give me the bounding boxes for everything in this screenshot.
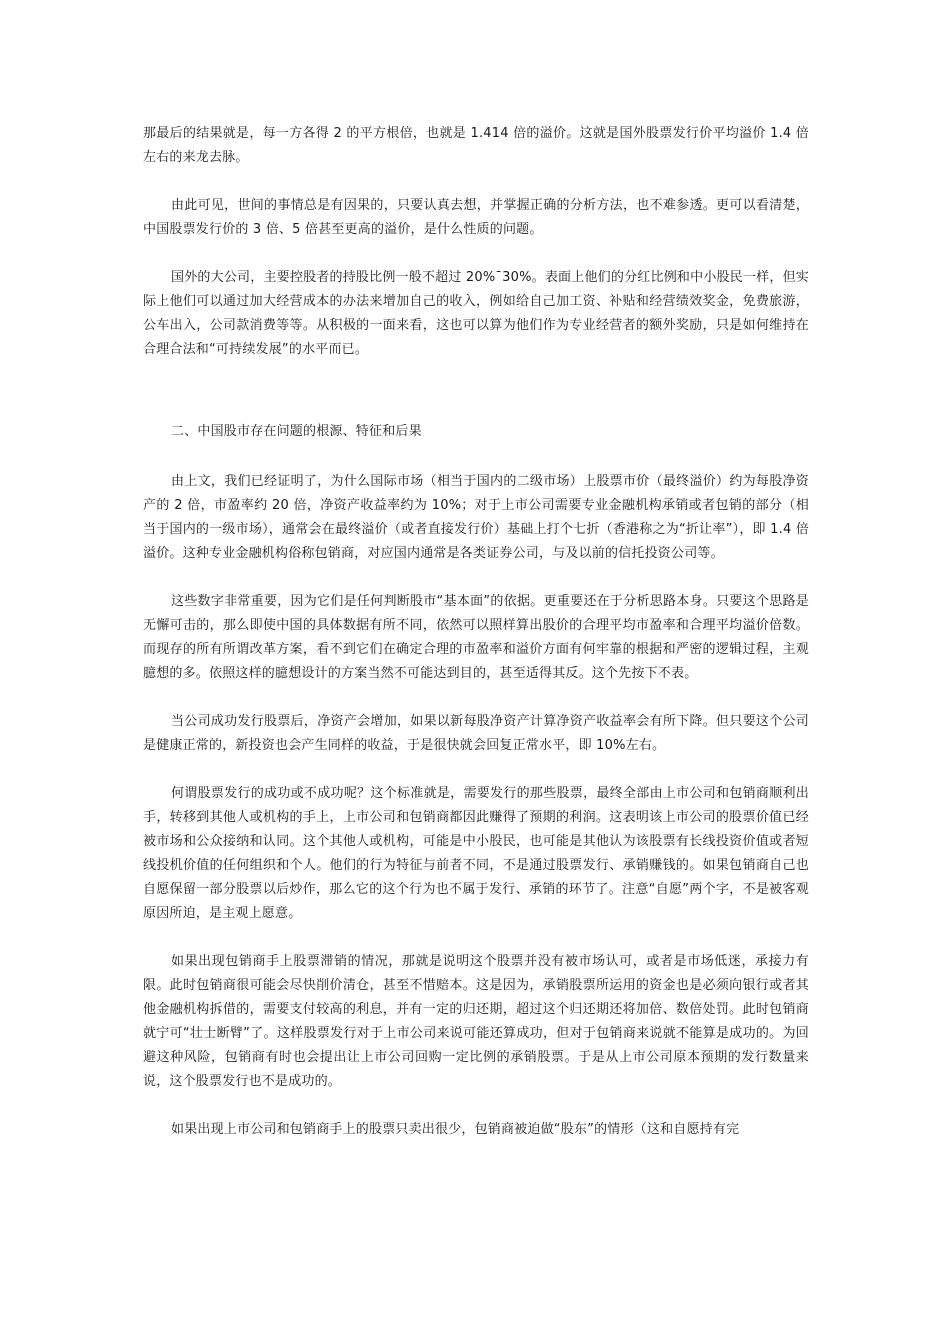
paragraph-8: 如果出现包销商手上股票滞销的情况，那就是说明这个股票并没有被市场认可，或者是市场低迷，承接力有限。此时包销商很可能会尽快削价清仓，甚至不惜赔本。这是因为，承销股票所运用的资金也是必须向银行或者其他金融机构拆借的，需要支付较高的利息，并有一定的归还期，超过这个归还期还将加倍、数倍处罚。此时包销商就宁可“壮士断臂”了。这样股票发行对于上市公司来说可能还算成功，但对于包销商来说就不能算是成功的。为回避这种风险，包销商有时也会提出让上市公司回购一定比例的承销股票。于是从上市公司原本预期的发行数量来说，这个股票发行也不是成功的。: [143, 954, 809, 1089]
paragraph-2: 由此可见，世间的事情总是有因果的，只要认真去想，并掌握正确的分析方法，也不难参透。更可以看清楚，中国股票发行价的 3 倍、5 倍甚至更高的溢价，是什么性质的问题。: [143, 198, 809, 237]
paragraph-4: 由上文，我们已经证明了，为什么国际市场（相当于国内的二级市场）上股票市价（最终溢价）约为每股净资产的 2 倍，市盈率约 20 倍，净资产收益率约为 10%；对于上市公司需要专业金融机构承销或者包销的部分（相当于国内的一级市场），通常会在最终溢价（或者直接发行价）基础上打个七折（香港称之为“折让率”），即 1.4 倍溢价。这种专业金融机构俗称包销商，对应国内通常是各类证券公司，与及以前的信托投资公司等。: [143, 474, 809, 561]
paragraph-6: 当公司成功发行股票后，净资产会增加，如果以新每股净资产计算净资产收益率会有所下降。但只要这个公司是健康正常的，新投资也会产生同样的收益，于是很快就会回复正常水平，即 10%左右。: [143, 714, 809, 753]
section-heading: 二、中国股市存在问题的根源、特征和后果: [171, 424, 422, 439]
paragraph-7: 何谓股票发行的成功或不成功呢？这个标准就是，需要发行的那些股票，最终全部由上市公司和包销商顺利出手，转移到其他人或机构的手上，上市公司和包销商都因此赚得了预期的利润。这表明该上市公司的股票价值已经被市场和公众接纳和认同。这个其他人或机构，可能是中小股民，也可能是其他认为该股票有长线投资价值或者短线投机价值的任何组织和个人。他们的行为特征与前者不同，不是通过股票发行、承销赚钱的。如果包销商自己也自愿保留一部分股票以后炒作，那么它的这个行为也不属于发行、承销的环节了。注意“自愿”两个字，不是被客观原因所迫，是主观上愿意。: [143, 786, 809, 921]
paragraph-9: 如果出现上市公司和包销商手上的股票只卖出很少，包销商被迫做“股东”的情形（这和自愿持有完: [171, 1122, 740, 1137]
paragraph-1: 那最后的结果就是，每一方各得 2 的平方根倍，也就是 1.414 倍的溢价。这就是国外股票发行价平均溢价 1.4 倍左右的来龙去脉。: [143, 126, 809, 165]
document-body: [143, 122, 809, 1142]
paragraph-5: 这些数字非常重要，因为它们是任何判断股市“基本面”的依据。更重要还在于分析思路本身。只要这个思路是无懈可击的，那么即使中国的具体数据有所不同，依然可以照样算出股价的合理平均市盈率和合理平均溢价倍数。而现存的所有所谓改革方案，看不到它们在确定合理的市盈率和溢价方面有何牢靠的根据和严密的逻辑过程，主观臆想的多。依照这样的臆想设计的方案当然不可能达到目的，甚至适得其反。这个先按下不表。: [143, 594, 809, 681]
paragraph-3: 国外的大公司，主要控股者的持股比例一般不超过 20%¯30%。表面上他们的分红比例和中小股民一样，但实际上他们可以通过加大经营成本的办法来增加自己的收入，例如给自己加工资、补贴和经营绩效奖金，免费旅游，公车出入，公司款消费等等。从积极的一面来看，这也可以算为他们作为专业经营者的额外奖励，只是如何维持在合理合法和“可持续发展”的水平而已。: [143, 270, 809, 357]
